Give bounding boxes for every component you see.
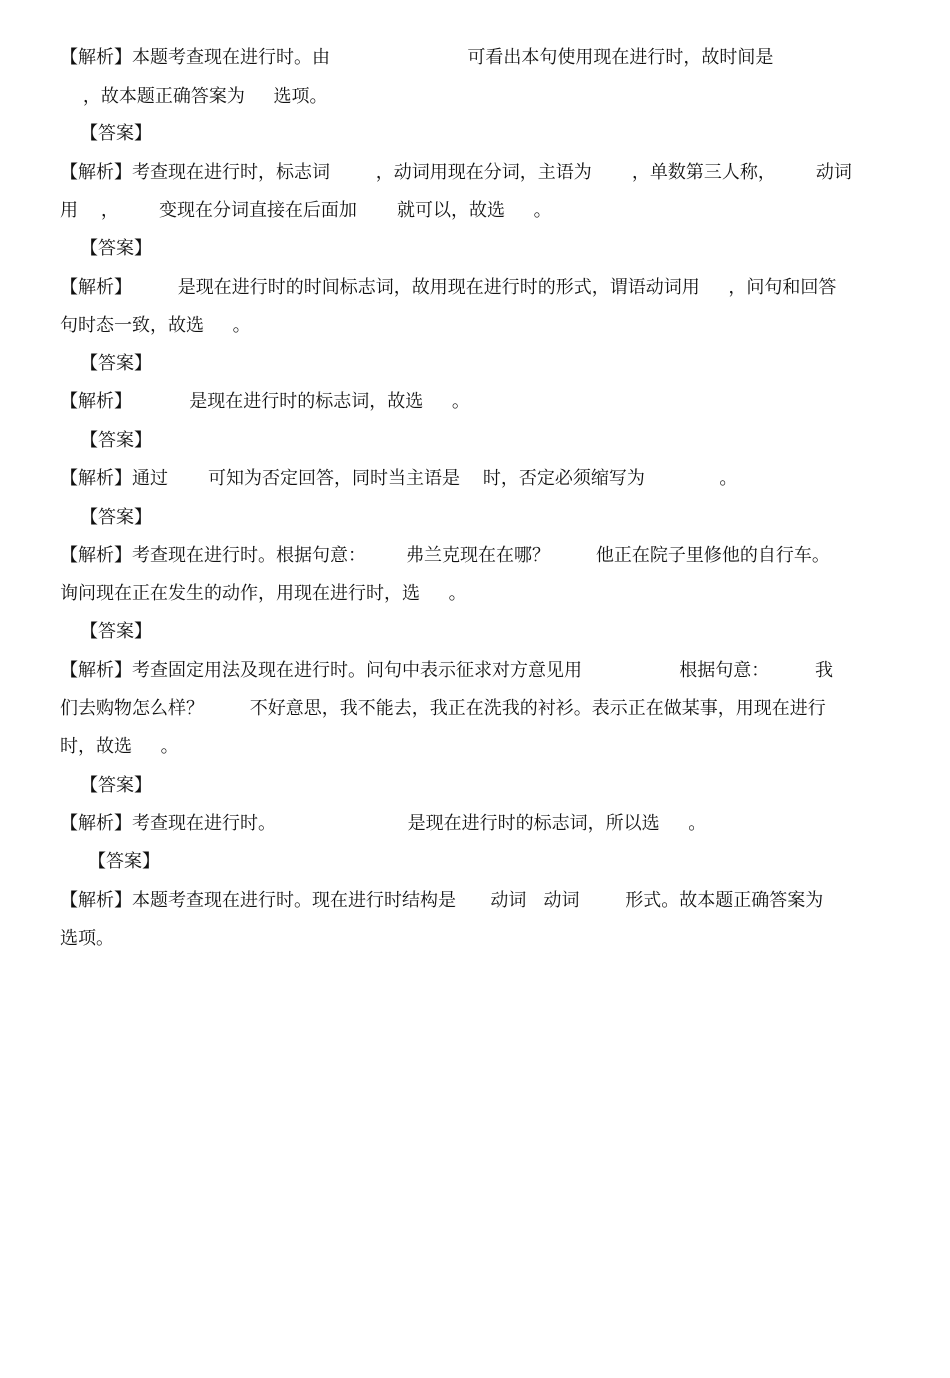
explanation-3-line-1: 【解析】 是现在进行时的时间标志词，故用现在进行时的形式，谓语动词用 ，问句和回答	[60, 277, 837, 298]
explanation-8-line-1: 【解析】考查现在进行时。 是现在进行时的标志词，所以选 。	[60, 813, 707, 834]
answer-label-2: 【答案】	[80, 238, 152, 259]
answer-label-1: 【答案】	[80, 123, 152, 144]
explanation-2-line-2: 用 ， 变现在分词直接在后面加 就可以，故选 。	[60, 200, 552, 221]
explanation-9-line-2: 选项。	[60, 928, 114, 949]
explanation-7-line-1: 【解析】考查固定用法及现在进行时。问句中表示征求对方意见用 根据句意： 我	[60, 660, 834, 681]
explanation-4-line-1: 【解析】 是现在进行时的标志词，故选 。	[60, 391, 470, 412]
explanation-1-line-1: 【解析】本题考查现在进行时。由 可看出本句使用现在进行时，故时间是	[60, 47, 774, 68]
answer-label-3: 【答案】	[80, 353, 152, 374]
explanation-3-line-2: 句时态一致，故选 。	[60, 315, 251, 336]
answer-label-7: 【答案】	[80, 775, 152, 796]
explanation-7-line-3: 时，故选 。	[60, 736, 179, 757]
explanation-9-line-1: 【解析】本题考查现在进行时。现在进行时结构是 动词 动词 形式。故本题正确答案为	[60, 890, 824, 911]
explanation-2-line-1: 【解析】考查现在进行时，标志词 ，动词用现在分词，主语为 ，单数第三人称， 动词	[60, 162, 852, 183]
answer-label-4: 【答案】	[80, 430, 152, 451]
explanation-6-line-1: 【解析】考查现在进行时。根据句意： 弗兰克现在在哪？ 他正在院子里修他的自行车。	[60, 545, 830, 566]
explanation-5-line-1: 【解析】通过 可知为否定回答，同时当主语是 时，否定必须缩写为 。	[60, 468, 738, 489]
answer-label-6: 【答案】	[80, 621, 152, 642]
answer-label-5: 【答案】	[80, 507, 152, 528]
explanation-1-line-2: ，故本题正确答案为 选项。	[60, 86, 328, 107]
answer-label-8: 【答案】	[88, 851, 160, 872]
explanation-6-line-2: 询问现在正在发生的动作，用现在进行时，选 。	[60, 583, 467, 604]
explanation-7-line-2: 们去购物怎么样？ 不好意思，我不能去，我正在洗我的衬衫。表示正在做某事，用现在进行	[60, 698, 826, 719]
